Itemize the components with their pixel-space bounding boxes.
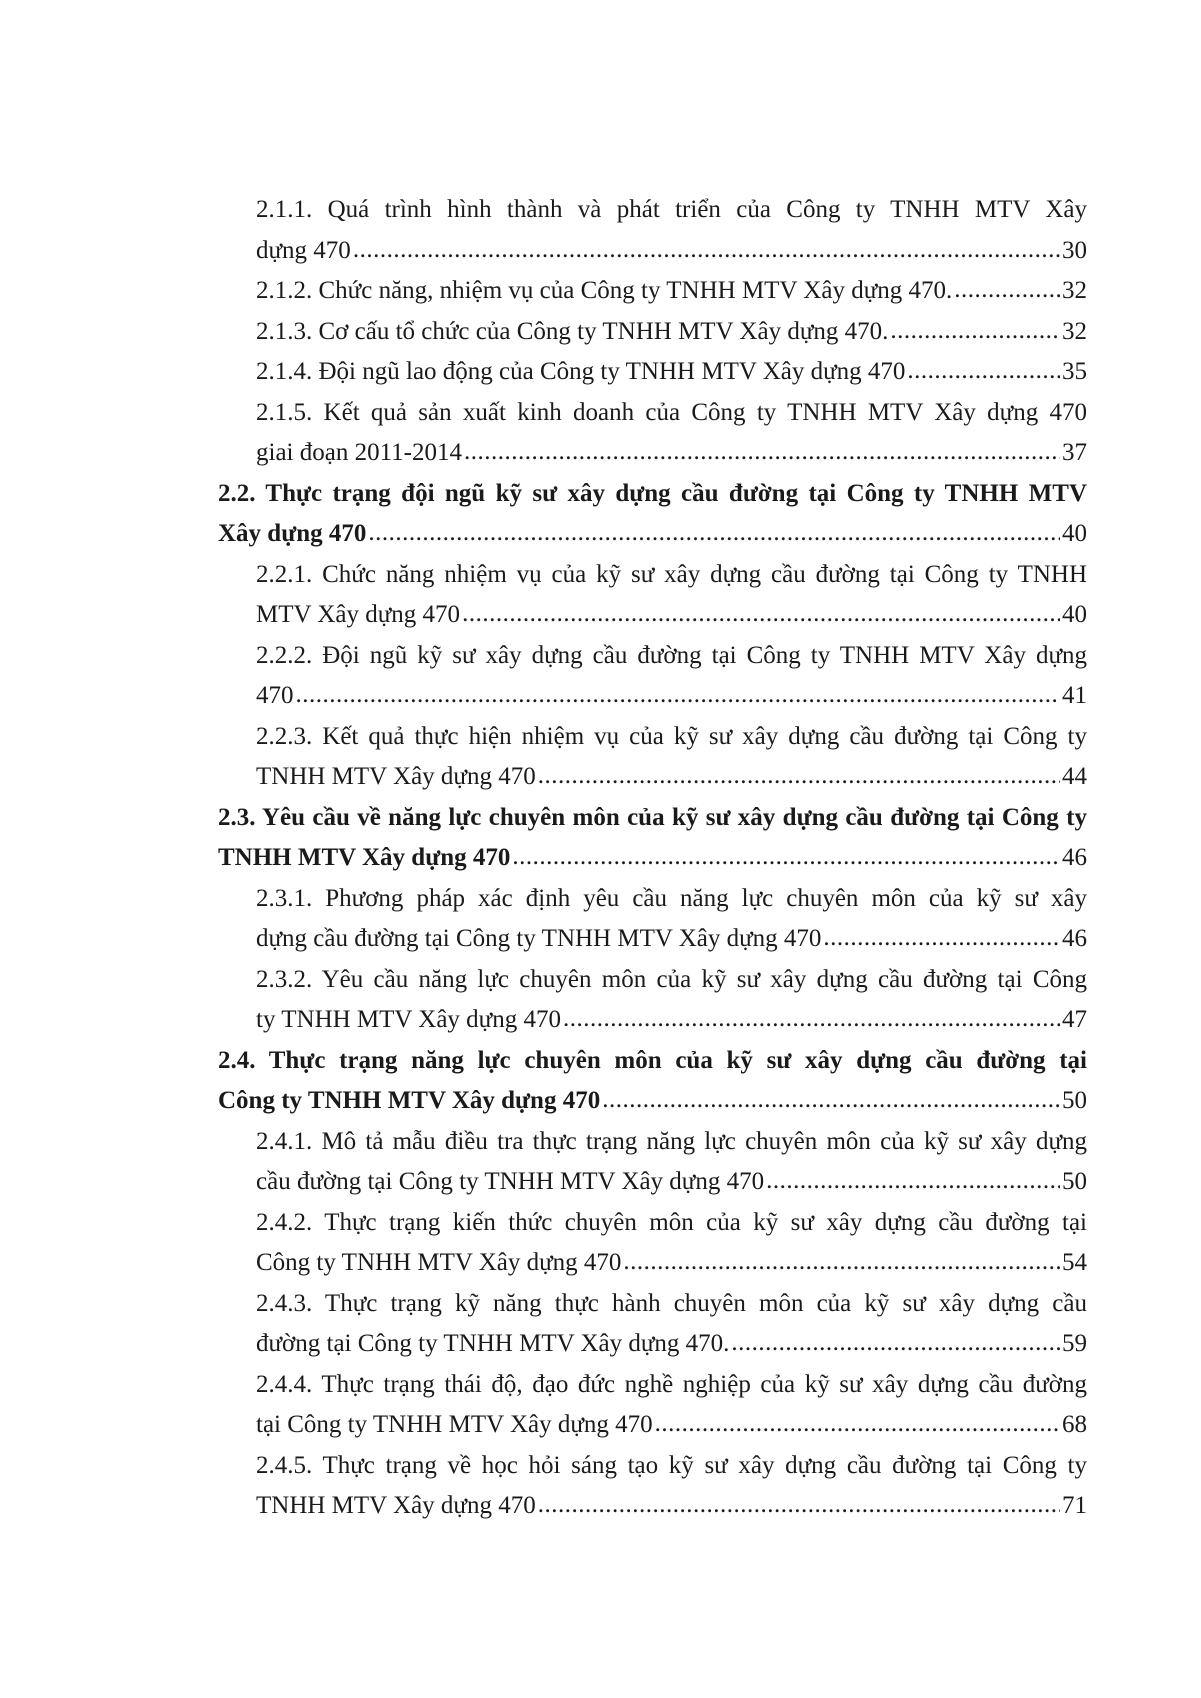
toc-entry-title-line: 2.2. Thực trạng đội ngũ kỹ sư xây dựng cầu đường tại Công ty TNHH MTV: [218, 479, 1087, 507]
toc-entry-title-continuation: ty TNHH MTV Xây dựng 470: [256, 1006, 561, 1033]
toc-subsection-entry[interactable]: [256, 1122, 1087, 1203]
toc-subsection-entry[interactable]: [256, 352, 1087, 393]
toc-page-number: 46: [1062, 844, 1087, 871]
toc-entry-title-line: 2.1.1. Quá trình hình thành và phát triển của Công ty TNHH MTV Xây: [256, 196, 1087, 223]
toc-subsection-entry[interactable]: [256, 393, 1087, 474]
toc-entry-title-continuation: tại Công ty TNHH MTV Xây dựng 470: [256, 1411, 653, 1438]
toc-entry-title-line: 2.4.3. Thực trạng kỹ năng thực hành chuyên môn của kỹ sư xây dựng cầu: [256, 1289, 1087, 1317]
toc-section-entry[interactable]: [218, 1041, 1087, 1122]
toc-page-number: 68: [1062, 1411, 1087, 1438]
toc-page-number: 40: [1062, 601, 1087, 628]
toc-entry-title-continuation: 470: [256, 682, 294, 709]
toc-entry-title-continuation: dựng 470: [256, 236, 351, 264]
toc-section-entry[interactable]: [218, 798, 1087, 879]
toc-entry-title-line: 2.3. Yêu cầu về năng lực chuyên môn của kỹ sư xây dựng cầu đường tại Công ty: [218, 803, 1087, 831]
toc-entry-title-continuation: Công ty TNHH MTV Xây dựng 470: [218, 1087, 601, 1114]
toc-page-number: 46: [1062, 925, 1087, 952]
toc-page-number: 50: [1062, 1168, 1087, 1195]
toc-entry-title-continuation: đường tại Công ty TNHH MTV Xây dựng 470.: [256, 1330, 730, 1357]
toc-entry-title-line: 2.4.1. Mô tả mẫu điều tra thực trạng năng lực chuyên môn của kỹ sư xây dựng: [256, 1127, 1087, 1155]
toc-entry-title-continuation: TNHH MTV Xây dựng 470: [256, 1492, 536, 1519]
toc-entry-title-line: 2.4.4. Thực trạng thái độ, đạo đức nghề nghiệp của kỹ sư xây dựng cầu đường: [256, 1370, 1087, 1398]
toc-subsection-entry[interactable]: [256, 1446, 1087, 1527]
toc-page-number: 44: [1062, 763, 1087, 790]
dot-leader: [296, 675, 1061, 716]
dot-leader: [563, 999, 1060, 1040]
toc-entry-title-continuation: dựng cầu đường tại Công ty TNHH MTV Xây dựng 470: [256, 925, 822, 952]
toc-entry-title-line: 2.4.2. Thực trạng kiến thức chuyên môn của kỹ sư xây dựng cầu đường tại: [256, 1208, 1087, 1236]
toc-entry-title-line: 2.2.2. Đội ngũ kỹ sư xây dựng cầu đường tại Công ty TNHH MTV Xây dựng: [256, 641, 1087, 669]
dot-leader: [538, 756, 1060, 797]
dot-leader: [731, 1323, 1060, 1364]
toc-entry-title-line: 2.3.2. Yêu cầu năng lực chuyên môn của kỹ sư xây dựng cầu đường tại Công: [256, 965, 1087, 993]
toc-entry-title-line: 2.3.1. Phương pháp xác định yêu cầu năng lực chuyên môn của kỹ sư xây: [256, 884, 1087, 912]
toc-subsection-entry[interactable]: [256, 1365, 1087, 1446]
toc-entry-title-continuation: giai đoạn 2011-2014: [256, 439, 462, 466]
toc-subsection-entry[interactable]: [256, 960, 1087, 1041]
toc-subsection-entry[interactable]: [256, 636, 1087, 717]
toc-page-number: 59: [1062, 1330, 1087, 1357]
toc-subsection-entry[interactable]: [256, 312, 1087, 353]
toc-subsection-entry[interactable]: [256, 190, 1087, 271]
toc-entry-title-continuation: 2.1.4. Đội ngũ lao động của Công ty TNHH MTV Xây dựng 470: [256, 358, 906, 385]
table-of-contents: [0, 190, 1201, 1527]
dot-leader: [655, 1404, 1060, 1445]
toc-entry-title-continuation: 2.1.2. Chức năng, nhiệm vụ của Công ty TNHH MTV Xây dựng 470.: [256, 277, 953, 304]
dot-leader: [368, 513, 1060, 554]
toc-subsection-entry[interactable]: [256, 555, 1087, 636]
toc-entry-title-line: 2.2.3. Kết quả thực hiện nhiệm vụ của kỹ sư xây dựng cầu đường tại Công ty: [256, 722, 1087, 750]
toc-section-entry[interactable]: [218, 474, 1087, 555]
toc-page-number: 32: [1062, 277, 1087, 304]
toc-entry-title-continuation: Xây dựng 470: [218, 520, 367, 547]
dot-leader: [623, 1242, 1060, 1283]
toc-entry-title-line: 2.2.1. Chức năng nhiệm vụ của kỹ sư xây dựng cầu đường tại Công ty TNHH: [256, 560, 1087, 588]
dot-leader: [766, 1161, 1060, 1202]
dot-leader: [907, 351, 1060, 392]
dot-leader: [464, 432, 1060, 473]
toc-subsection-entry[interactable]: [256, 1284, 1087, 1365]
toc-subsection-entry[interactable]: [256, 271, 1087, 312]
toc-entry-title-continuation: cầu đường tại Công ty TNHH MTV Xây dựng 470: [256, 1168, 765, 1195]
toc-entry-title-line: 2.4.5. Thực trạng về học hỏi sáng tạo kỹ sư xây dựng cầu đường tại Công ty: [256, 1451, 1087, 1479]
toc-subsection-entry[interactable]: [256, 717, 1087, 798]
toc-entry-title-continuation: Công ty TNHH MTV Xây dựng 470: [256, 1249, 622, 1276]
toc-page-number: 37: [1062, 439, 1087, 466]
toc-page-number: 47: [1062, 1006, 1087, 1033]
toc-entry-title-continuation: 2.1.3. Cơ cấu tổ chức của Công ty TNHH MTV Xây dựng 470.: [256, 317, 889, 345]
dot-leader: [538, 1485, 1060, 1526]
dot-leader: [512, 837, 1060, 878]
toc-page-number: 30: [1062, 236, 1087, 264]
dot-leader: [462, 594, 1060, 635]
toc-page-number: 35: [1062, 358, 1087, 385]
toc-entry-title-continuation: TNHH MTV Xây dựng 470: [256, 763, 536, 790]
dot-leader: [353, 230, 1060, 271]
dot-leader: [954, 270, 1060, 311]
toc-entry-title-line: 2.4. Thực trạng năng lực chuyên môn của kỹ sư xây dựng cầu đường tại: [218, 1046, 1087, 1074]
toc-page-number: 50: [1062, 1087, 1087, 1114]
dot-leader: [890, 311, 1060, 352]
toc-page-number: 32: [1062, 317, 1087, 345]
toc-entry-title-continuation: TNHH MTV Xây dựng 470: [218, 844, 511, 871]
dot-leader: [602, 1080, 1060, 1121]
toc-page-number: 71: [1062, 1492, 1087, 1519]
toc-entry-title-continuation: MTV Xây dựng 470: [256, 601, 461, 628]
toc-page-number: 54: [1062, 1249, 1087, 1276]
toc-entry-title-line: 2.1.5. Kết quả sản xuất kinh doanh của Công ty TNHH MTV Xây dựng 470: [256, 398, 1087, 426]
toc-page-number: 41: [1062, 682, 1087, 709]
toc-subsection-entry[interactable]: [256, 1203, 1087, 1284]
dot-leader: [823, 918, 1060, 959]
toc-subsection-entry[interactable]: [256, 879, 1087, 960]
toc-page-number: 40: [1062, 520, 1087, 547]
